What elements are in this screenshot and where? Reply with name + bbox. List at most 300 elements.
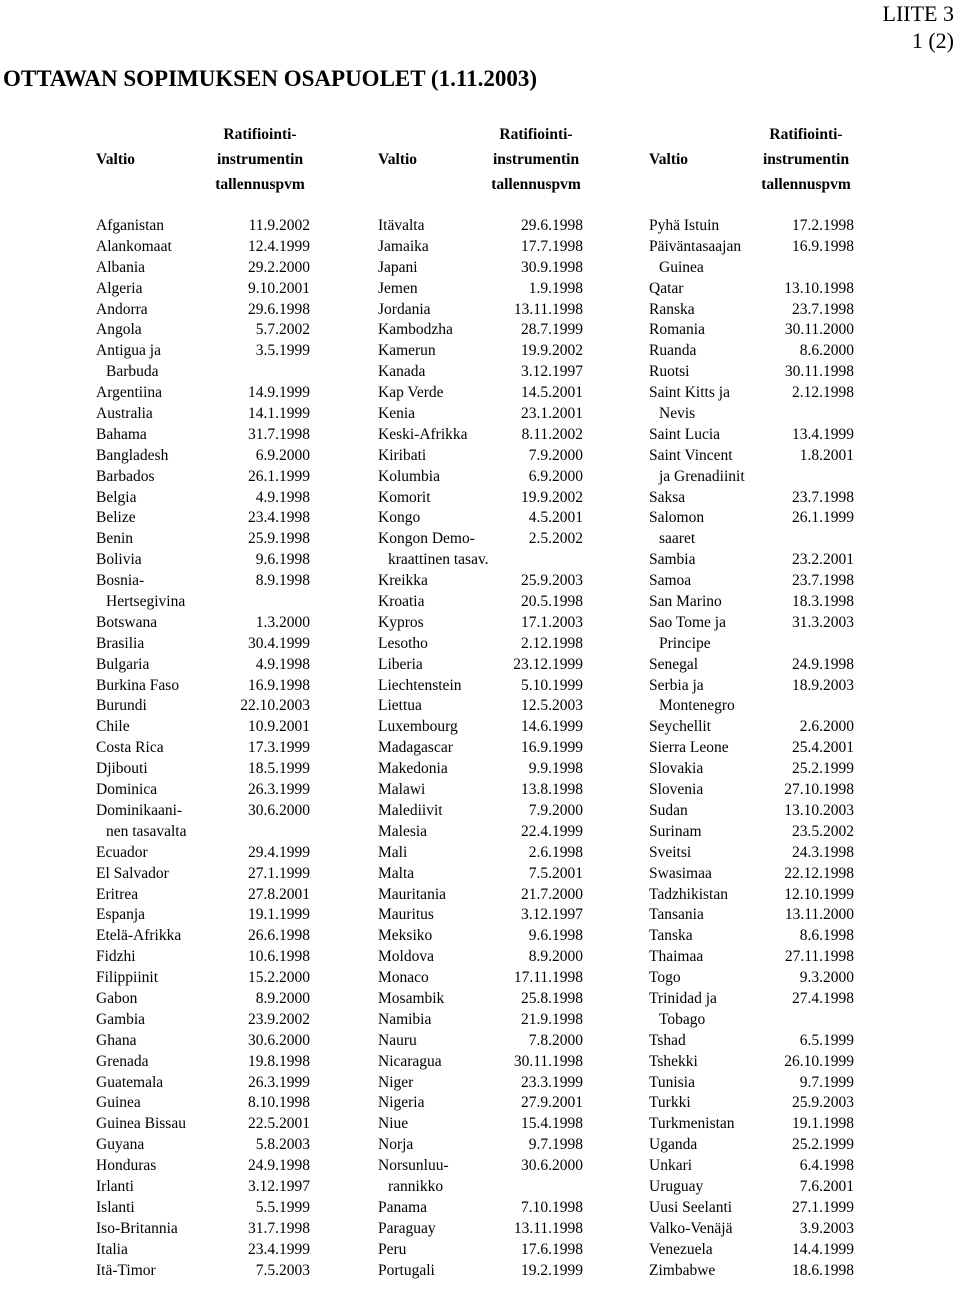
table-row <box>96 759 310 780</box>
country-name: Barbados <box>96 467 155 485</box>
table-row <box>649 1261 854 1282</box>
deposit-date: 27.4.1998 <box>792 989 854 1007</box>
deposit-date: 31.7.1998 <box>248 1219 310 1237</box>
table-row <box>649 1198 854 1219</box>
table-row <box>649 320 854 341</box>
country-name: Turkmenistan <box>649 1115 735 1133</box>
deposit-date: 31.3.2003 <box>792 613 854 631</box>
table-row <box>96 1135 310 1156</box>
country-name: Makedonia <box>378 760 448 778</box>
country-name: Saint Vincent <box>649 446 733 464</box>
table-row <box>96 320 310 341</box>
country-name: Portugali <box>378 1261 435 1279</box>
table-row <box>649 905 854 926</box>
deposit-date: 8.6.1998 <box>799 927 854 945</box>
country-name: Sudan <box>649 801 688 819</box>
table-row <box>96 300 310 321</box>
deposit-date: 25.4.2001 <box>792 739 854 757</box>
country-name: Nevis <box>659 405 696 423</box>
table-row <box>96 237 310 258</box>
country-name: Kanada <box>378 363 426 381</box>
country-name: Mali <box>378 843 408 861</box>
table-row <box>378 1219 583 1240</box>
deposit-date: 24.3.1998 <box>792 843 854 861</box>
header-date-line: Ratifiointi- <box>769 126 843 143</box>
country-name: Jemen <box>378 279 418 297</box>
country-name: saaret <box>659 530 696 548</box>
deposit-date: 1.9.1998 <box>528 279 583 297</box>
country-name: Liechtenstein <box>378 676 462 694</box>
country-name: Mauritus <box>378 906 434 924</box>
country-name: Malediivit <box>378 801 443 819</box>
table-row <box>96 592 310 613</box>
table-row <box>378 488 583 509</box>
deposit-date: 9.9.1998 <box>528 760 583 778</box>
table-row <box>649 216 854 237</box>
deposit-date: 3.5.1999 <box>255 342 310 360</box>
country-name: Namibia <box>378 1010 432 1028</box>
deposit-date: 13.4.1999 <box>792 425 854 443</box>
table-row <box>96 1114 310 1135</box>
table-row <box>378 383 583 404</box>
deposit-date: 14.6.1999 <box>521 718 583 736</box>
deposit-date: 13.11.1998 <box>513 1219 583 1237</box>
country-name: Kiribati <box>378 446 427 464</box>
table-row <box>378 216 583 237</box>
table-row <box>96 1031 310 1052</box>
country-name: Belize <box>96 509 136 527</box>
table-row <box>96 446 310 467</box>
country-name: Keski-Afrikka <box>378 425 468 443</box>
deposit-date: 19.8.1998 <box>248 1052 310 1070</box>
table-row <box>96 822 310 843</box>
deposit-date: 26.3.1999 <box>248 781 310 799</box>
country-name: Itä-Timor <box>96 1261 156 1279</box>
deposit-date: 19.1.1998 <box>792 1115 854 1133</box>
deposit-date: 14.4.1999 <box>792 1240 854 1258</box>
table-row <box>96 843 310 864</box>
country-name: Mauritania <box>378 885 447 903</box>
table-row <box>96 738 310 759</box>
deposit-date: 17.11.1998 <box>513 969 583 987</box>
country-name: Ecuador <box>96 843 148 861</box>
deposit-date: 6.4.1998 <box>799 1157 854 1175</box>
country-name: Tunisia <box>649 1073 695 1091</box>
deposit-date: 14.9.1999 <box>248 384 310 402</box>
country-name: Liettua <box>378 697 422 715</box>
deposit-date: 18.6.1998 <box>792 1261 854 1279</box>
header-date-1 <box>198 122 322 197</box>
country-name: Burkina Faso <box>96 676 180 694</box>
header-valtio-1: Valtio <box>96 151 136 168</box>
deposit-date: 25.9.2003 <box>792 1094 854 1112</box>
table-row <box>378 404 583 425</box>
deposit-date: 7.9.2000 <box>528 446 583 464</box>
country-name: Djibouti <box>96 760 148 778</box>
deposit-date: 9.10.2001 <box>248 279 310 297</box>
country-name: Slovakia <box>649 760 704 778</box>
country-name: Sambia <box>649 551 696 569</box>
table-row <box>378 1073 583 1094</box>
table-row <box>378 1031 583 1052</box>
country-name: Nicaragua <box>378 1052 442 1070</box>
table-row <box>96 571 310 592</box>
country-name: Ghana <box>96 1031 137 1049</box>
table-row <box>649 383 854 404</box>
deposit-date: 17.6.1998 <box>521 1240 583 1258</box>
country-name: Nauru <box>378 1031 417 1049</box>
country-name: Montenegro <box>659 697 735 715</box>
table-row <box>649 801 854 822</box>
table-row <box>649 237 854 258</box>
deposit-date: 7.6.2001 <box>799 1177 854 1195</box>
country-name: Slovenia <box>649 781 704 799</box>
table-row <box>649 1156 854 1177</box>
deposit-date: 13.10.2003 <box>784 801 854 819</box>
deposit-date: 30.9.1998 <box>521 258 583 276</box>
deposit-date: 6.9.2000 <box>528 467 583 485</box>
table-row <box>378 362 583 383</box>
country-name: Bolivia <box>96 551 142 569</box>
country-name: Panama <box>378 1198 428 1216</box>
deposit-date: 3.12.1997 <box>521 906 583 924</box>
table-row <box>649 446 854 467</box>
table-row <box>649 926 854 947</box>
table-row <box>96 696 310 717</box>
country-name: Kamerun <box>378 342 436 360</box>
deposit-date: 3.12.1997 <box>521 363 583 381</box>
country-column-3 <box>649 216 854 1281</box>
deposit-date: 27.10.1998 <box>784 781 854 799</box>
deposit-date: 15.2.2000 <box>248 969 310 987</box>
deposit-date: 9.7.1999 <box>799 1073 854 1091</box>
country-name: Espanja <box>96 906 146 924</box>
table-row <box>96 1261 310 1282</box>
country-name: Kreikka <box>378 572 428 590</box>
country-name: Etelä-Afrikka <box>96 927 182 945</box>
deposit-date: 22.10.2003 <box>240 697 310 715</box>
country-name: Iso-Britannia <box>96 1219 178 1237</box>
table-row <box>96 613 310 634</box>
deposit-date: 3.12.1997 <box>248 1177 310 1195</box>
deposit-date: 13.8.1998 <box>521 781 583 799</box>
deposit-date: 14.1.1999 <box>248 405 310 423</box>
deposit-date: 23.12.1999 <box>513 655 583 673</box>
header-valtio-3: Valtio <box>649 151 689 168</box>
country-name: Bulgaria <box>96 655 150 673</box>
country-name: Tansania <box>649 906 704 924</box>
country-name: Tshad <box>649 1031 686 1049</box>
deposit-date: 27.1.1999 <box>792 1198 854 1216</box>
deposit-date: 7.9.2000 <box>528 801 583 819</box>
country-name: Tshekki <box>649 1052 698 1070</box>
deposit-date: 23.4.1999 <box>248 1240 310 1258</box>
deposit-date: 17.1.2003 <box>521 613 583 631</box>
deposit-date: 24.9.1998 <box>248 1157 310 1175</box>
table-row <box>378 926 583 947</box>
deposit-date: 25.9.1998 <box>248 530 310 548</box>
country-name: Sierra Leone <box>649 739 729 757</box>
country-name: Senegal <box>649 655 699 673</box>
country-name: Swasimaa <box>649 864 712 882</box>
deposit-date: 23.7.1998 <box>792 300 854 318</box>
deposit-date: 2.6.2000 <box>799 718 854 736</box>
table-row <box>378 885 583 906</box>
country-name: Australia <box>96 405 153 423</box>
table-row <box>96 529 310 550</box>
deposit-date: 29.6.1998 <box>248 300 310 318</box>
country-name: Kambodzha <box>378 321 453 339</box>
deposit-date: 13.11.1998 <box>513 300 583 318</box>
appendix-number: LIITE 3 <box>882 1 954 26</box>
table-row <box>649 613 854 634</box>
table-row <box>378 571 583 592</box>
country-name: Angola <box>96 321 142 339</box>
table-row <box>649 258 854 279</box>
country-name: Malawi <box>378 781 426 799</box>
country-name: Eritrea <box>96 885 139 903</box>
table-row <box>378 592 583 613</box>
table-row <box>96 926 310 947</box>
table-row <box>649 1240 854 1261</box>
deposit-date: 23.1.2001 <box>521 405 583 423</box>
table-row <box>96 279 310 300</box>
country-name: Samoa <box>649 572 692 590</box>
table-row <box>649 467 854 488</box>
table-row <box>96 780 310 801</box>
deposit-date: 27.9.2001 <box>521 1094 583 1112</box>
table-row <box>96 1198 310 1219</box>
deposit-date: 23.4.1998 <box>248 509 310 527</box>
table-row <box>378 1177 583 1198</box>
country-name: Guinea <box>659 258 704 276</box>
deposit-date: 12.10.1999 <box>784 885 854 903</box>
deposit-date: 4.5.2001 <box>528 509 583 527</box>
appendix-label <box>883 0 954 54</box>
deposit-date: 8.9.2000 <box>528 948 583 966</box>
table-row <box>649 1052 854 1073</box>
country-name: Seychellit <box>649 718 711 736</box>
deposit-date: 27.11.1998 <box>784 948 854 966</box>
country-name: Dominikaani- <box>96 801 183 819</box>
deposit-date: 30.6.2000 <box>248 801 310 819</box>
table-row <box>378 801 583 822</box>
table-row <box>378 425 583 446</box>
table-row <box>378 759 583 780</box>
country-name: Päiväntasaajan <box>649 237 742 255</box>
country-name: Norsunluu- <box>378 1157 449 1175</box>
table-row <box>649 1219 854 1240</box>
deposit-date: 16.9.1998 <box>248 676 310 694</box>
page-title: OTTAWAN SOPIMUKSEN OSAPUOLET (1.11.2003) <box>3 66 537 91</box>
table-row <box>649 738 854 759</box>
deposit-date: 30.6.2000 <box>521 1157 583 1175</box>
table-row <box>378 634 583 655</box>
country-name: Italia <box>96 1240 128 1258</box>
country-name: Zimbabwe <box>649 1261 716 1279</box>
country-name: Principe <box>659 634 711 652</box>
country-name: Gabon <box>96 989 138 1007</box>
country-name: Monaco <box>378 969 429 987</box>
country-name: Serbia ja <box>649 676 704 694</box>
deposit-date: 16.9.1999 <box>521 739 583 757</box>
country-column-1 <box>96 216 310 1281</box>
table-row <box>378 613 583 634</box>
country-name: Barbuda <box>106 363 159 381</box>
country-name: Antigua ja <box>96 342 161 360</box>
deposit-date: 23.2.2001 <box>792 551 854 569</box>
table-row <box>378 1010 583 1031</box>
country-name: Uruguay <box>649 1177 704 1195</box>
deposit-date: 1.8.2001 <box>799 446 854 464</box>
deposit-date: 25.8.1998 <box>521 989 583 1007</box>
table-row <box>649 885 854 906</box>
table-row <box>378 1052 583 1073</box>
table-row <box>378 717 583 738</box>
table-row <box>649 843 854 864</box>
table-row <box>96 258 310 279</box>
table-row <box>378 905 583 926</box>
table-row <box>378 320 583 341</box>
table-row <box>378 780 583 801</box>
country-name: Alankomaat <box>96 237 172 255</box>
deposit-date: 10.6.1998 <box>248 948 310 966</box>
deposit-date: 29.4.1999 <box>248 843 310 861</box>
table-row <box>378 1240 583 1261</box>
deposit-date: 15.4.1998 <box>521 1115 583 1133</box>
table-row <box>96 801 310 822</box>
deposit-date: 30.11.1998 <box>513 1052 583 1070</box>
deposit-date: 19.9.2002 <box>521 342 583 360</box>
country-name: Bahama <box>96 425 147 443</box>
deposit-date: 22.5.2001 <box>248 1115 310 1133</box>
deposit-date: 10.9.2001 <box>248 718 310 736</box>
deposit-date: 12.5.2003 <box>521 697 583 715</box>
table-row <box>378 237 583 258</box>
country-name: Madagascar <box>378 739 453 757</box>
country-name: Pyhä Istuin <box>649 217 720 234</box>
deposit-date: 17.2.1998 <box>792 217 854 234</box>
table-row <box>378 279 583 300</box>
table-row <box>96 864 310 885</box>
deposit-date: 20.5.1998 <box>521 593 583 611</box>
table-row <box>649 592 854 613</box>
table-row <box>378 822 583 843</box>
table-row <box>649 947 854 968</box>
table-row <box>649 425 854 446</box>
header-date-line: instrumentin <box>492 151 580 168</box>
table-row <box>649 1114 854 1135</box>
table-row <box>96 404 310 425</box>
table-row <box>649 529 854 550</box>
country-name: Uganda <box>649 1136 698 1154</box>
country-name: Mosambik <box>378 989 445 1007</box>
deposit-date: 27.8.2001 <box>248 885 310 903</box>
deposit-date: 2.5.2002 <box>528 530 583 548</box>
table-row <box>649 508 854 529</box>
table-row <box>378 655 583 676</box>
deposit-date: 7.5.2003 <box>255 1261 310 1279</box>
country-name: Thaimaa <box>649 948 704 966</box>
deposit-date: 26.3.1999 <box>248 1073 310 1091</box>
table-row <box>649 300 854 321</box>
table-row <box>378 864 583 885</box>
country-name: Gambia <box>96 1010 146 1028</box>
table-row <box>96 676 310 697</box>
deposit-date: 7.10.1998 <box>521 1198 583 1216</box>
table-row <box>649 989 854 1010</box>
deposit-date: 26.10.1999 <box>784 1052 854 1070</box>
country-name: Jamaika <box>378 237 429 255</box>
table-row <box>378 968 583 989</box>
country-name: Nigeria <box>378 1094 425 1112</box>
deposit-date: 26.6.1998 <box>248 927 310 945</box>
table-row <box>96 885 310 906</box>
country-name: Filippiinit <box>96 969 159 987</box>
country-name: Trinidad ja <box>649 989 717 1007</box>
table-row <box>96 947 310 968</box>
deposit-date: 8.11.2002 <box>521 425 583 443</box>
deposit-date: 4.9.1998 <box>255 655 310 673</box>
deposit-date: 23.3.1999 <box>521 1073 583 1091</box>
table-row <box>96 968 310 989</box>
table-row <box>378 947 583 968</box>
country-name: Guatemala <box>96 1073 164 1091</box>
country-name: San Marino <box>649 593 722 611</box>
country-name: Guyana <box>96 1136 145 1154</box>
country-name: Bangladesh <box>96 446 169 464</box>
country-name: Hertsegivina <box>106 593 186 611</box>
deposit-date: 18.5.1999 <box>248 760 310 778</box>
country-name: Moldova <box>378 948 434 966</box>
deposit-date: 8.6.2000 <box>799 342 854 360</box>
country-name: kraattinen tasav. <box>388 551 489 569</box>
country-name: Irlanti <box>96 1177 134 1195</box>
table-row <box>96 488 310 509</box>
country-name: Surinam <box>649 822 702 840</box>
country-name: Liberia <box>378 655 423 673</box>
table-row <box>378 467 583 488</box>
country-column-2 <box>378 216 583 1281</box>
country-name: Malta <box>378 864 415 882</box>
country-name: Valko-Venäjä <box>649 1219 733 1237</box>
table-row <box>649 1031 854 1052</box>
header-valtio-2: Valtio <box>378 151 418 168</box>
deposit-date: 9.6.1998 <box>528 927 583 945</box>
table-row <box>378 843 583 864</box>
deposit-date: 25.9.2003 <box>521 572 583 590</box>
country-name: nen tasavalta <box>106 822 187 840</box>
country-name: Togo <box>649 969 681 987</box>
deposit-date: 30.11.1998 <box>784 363 854 381</box>
table-row <box>96 216 310 237</box>
country-name: Kroatia <box>378 593 425 611</box>
deposit-date: 25.2.1999 <box>792 1136 854 1154</box>
country-name: Honduras <box>96 1157 157 1175</box>
deposit-date: 2.12.1998 <box>792 384 854 402</box>
country-name: Niue <box>378 1115 409 1133</box>
deposit-date: 26.1.1999 <box>248 467 310 485</box>
country-name: Burundi <box>96 697 147 715</box>
table-row <box>649 362 854 383</box>
deposit-date: 16.9.1998 <box>792 237 854 255</box>
table-row <box>378 550 583 571</box>
country-name: Argentiina <box>96 384 163 402</box>
deposit-date: 6.5.1999 <box>799 1031 854 1049</box>
table-row <box>649 404 854 425</box>
country-name: Kap Verde <box>378 384 444 402</box>
country-name: Qatar <box>649 279 684 297</box>
